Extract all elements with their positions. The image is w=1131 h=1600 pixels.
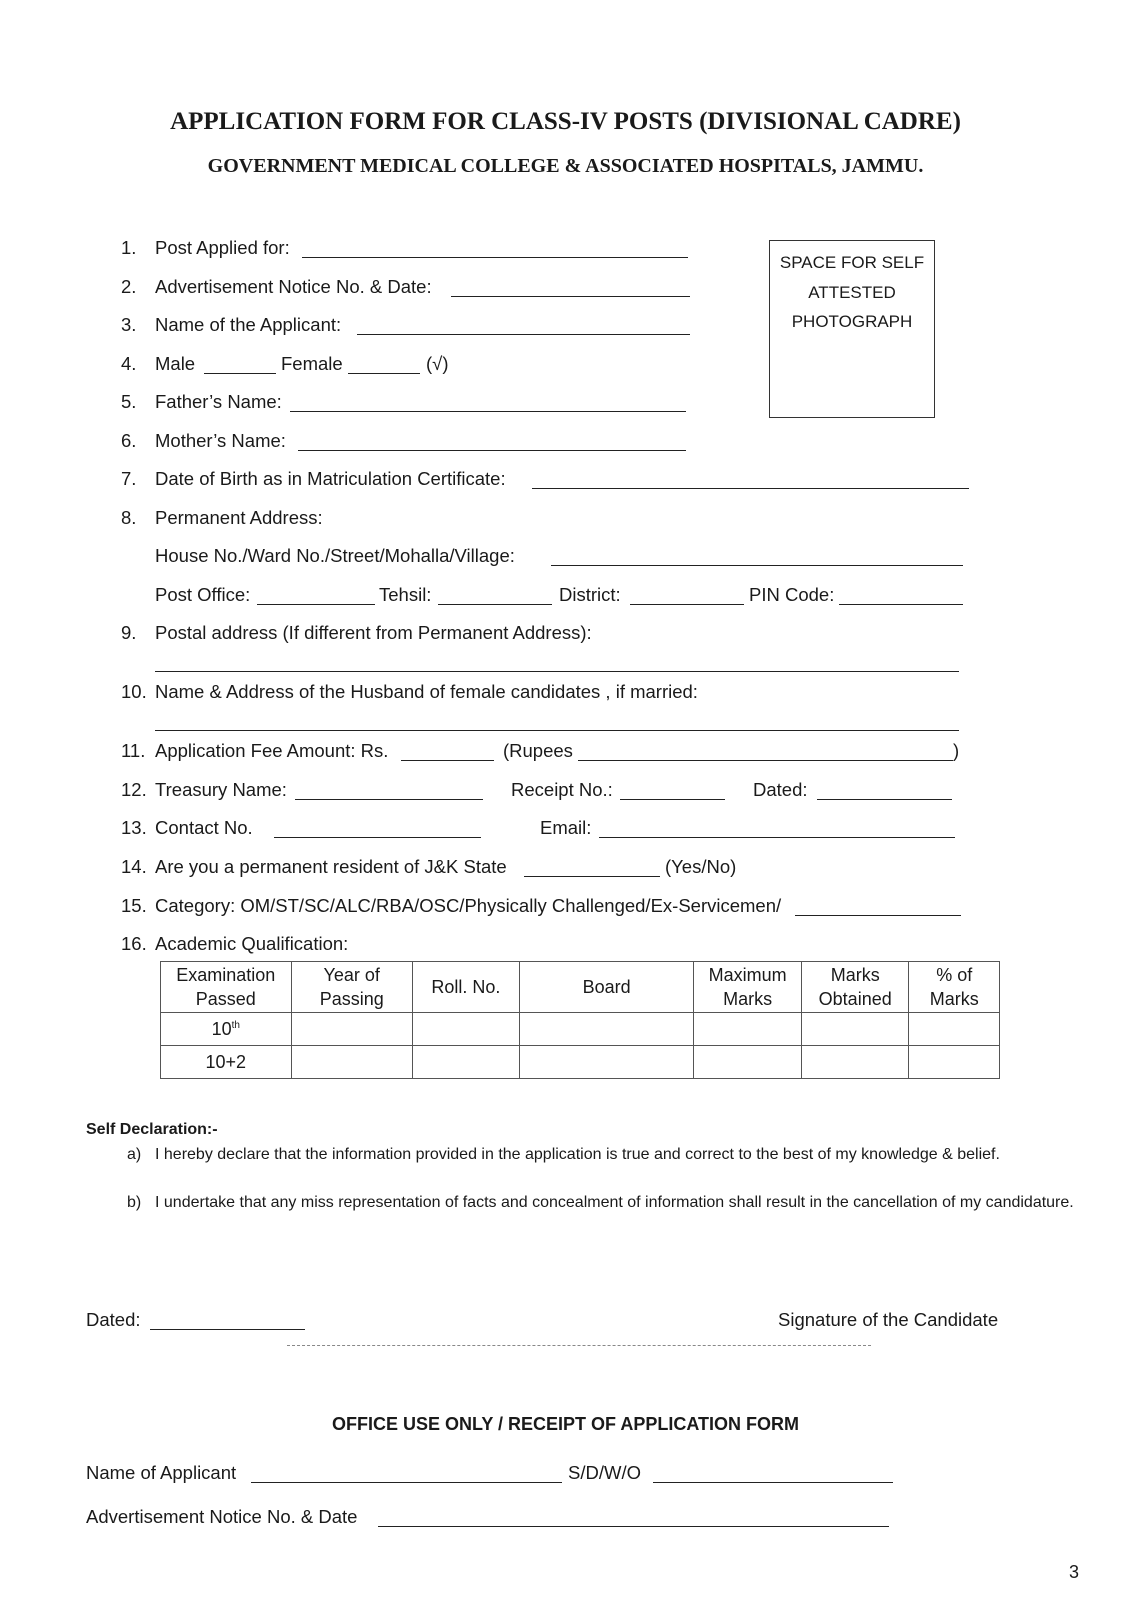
field-number: 11.	[121, 740, 146, 761]
post-applied-line[interactable]	[302, 257, 688, 258]
resident-label: Are you a permanent resident of J&K State	[155, 856, 507, 877]
field-number: 3.	[121, 314, 137, 335]
post-office-label: Post Office:	[155, 584, 251, 605]
tick-hint: (√)	[426, 353, 449, 374]
table-cell[interactable]	[694, 1046, 802, 1079]
signoff-dated-line[interactable]	[150, 1329, 305, 1330]
table-cell[interactable]	[519, 1013, 693, 1046]
applicant-name-line[interactable]	[357, 334, 690, 335]
academic-qualification-table	[160, 961, 1000, 1079]
post-office-line[interactable]	[257, 604, 375, 605]
academic-qualification-label: Academic Qualification:	[155, 933, 349, 954]
receipt-no-line[interactable]	[620, 799, 725, 800]
field-number: 8.	[121, 507, 137, 528]
header-year-of-passing: Year of Passing	[291, 962, 412, 1013]
photo-box-line: SPACE FOR SELF	[779, 253, 925, 272]
field-number: 16.	[121, 933, 147, 954]
contact-no-label: Contact No.	[155, 817, 253, 838]
category-line[interactable]	[795, 915, 961, 916]
advertisement-notice-label: Advertisement Notice No. & Date:	[155, 276, 432, 297]
post-applied-label: Post Applied for:	[155, 237, 290, 258]
pin-line[interactable]	[839, 604, 963, 605]
self-declaration-heading: Self Declaration:-	[86, 1121, 218, 1138]
male-label: Male	[155, 353, 196, 374]
table-cell[interactable]	[801, 1046, 909, 1079]
row-label-10th: 10th	[161, 1013, 292, 1046]
field-number: 9.	[121, 622, 137, 643]
photo-box-line: ATTESTED	[808, 282, 896, 302]
father-name-label: Father’s Name:	[155, 391, 282, 412]
field-number: 12.	[121, 779, 147, 800]
form-title: APPLICATION FORM FOR CLASS-IV POSTS (DIVISIONAL CADRE)	[170, 108, 961, 135]
contact-no-line[interactable]	[274, 837, 481, 838]
signoff-dated-label: Dated:	[86, 1309, 141, 1330]
photo-box-line: PHOTOGRAPH	[791, 312, 913, 331]
field-number: 14.	[121, 856, 147, 877]
mother-name-line[interactable]	[298, 450, 686, 451]
declaration-item-a: I hereby declare that the information provided in the application is true and correct to the best of my knowledge & belief.	[155, 1146, 1000, 1163]
form-subtitle: GOVERNMENT MEDICAL COLLEGE & ASSOCIATED HOSPITALS, JAMMU.	[207, 155, 924, 177]
treasury-dated-label: Dated:	[753, 779, 808, 800]
header-board: Board	[519, 962, 693, 1013]
treasury-name-label: Treasury Name:	[155, 779, 287, 800]
cut-line-divider	[287, 1345, 871, 1346]
postal-address-line[interactable]	[155, 671, 959, 672]
office-advertisement-label: Advertisement Notice No. & Date	[86, 1506, 358, 1527]
fee-rupees-label: (Rupees	[503, 740, 573, 761]
field-number: 15.	[121, 895, 147, 916]
email-label: Email:	[540, 817, 592, 838]
field-number: 4.	[121, 353, 137, 374]
office-advertisement-line[interactable]	[378, 1526, 889, 1527]
permanent-address-label: Permanent Address:	[155, 507, 323, 528]
category-label: Category: OM/ST/SC/ALC/RBA/OSC/Physically Challenged/Ex-Servicemen/	[155, 895, 782, 916]
office-applicant-name-line[interactable]	[251, 1482, 562, 1483]
header-percent-marks: % of Marks	[909, 962, 1000, 1013]
table-cell[interactable]	[909, 1046, 1000, 1079]
treasury-dated-line[interactable]	[817, 799, 952, 800]
table-header-row	[161, 962, 1000, 1013]
husband-details-label: Name & Address of the Husband of female candidates , if married:	[155, 681, 698, 702]
resident-yes-no: (Yes/No)	[665, 856, 737, 877]
field-number: 5.	[121, 391, 137, 412]
table-cell[interactable]	[412, 1046, 519, 1079]
tehsil-line[interactable]	[438, 604, 552, 605]
dob-line[interactable]	[532, 488, 969, 489]
email-line[interactable]	[599, 837, 955, 838]
applicant-name-label: Name of the Applicant:	[155, 314, 342, 335]
header-examination-passed: Examination Passed	[161, 962, 292, 1013]
field-number: 7.	[121, 468, 137, 489]
declaration-marker-b: b)	[127, 1194, 142, 1211]
postal-address-label: Postal address (If different from Permanent Address):	[155, 622, 592, 643]
district-line[interactable]	[630, 604, 744, 605]
page-number: 3	[1069, 1562, 1080, 1582]
table-cell[interactable]	[412, 1013, 519, 1046]
field-number: 1.	[121, 237, 137, 258]
photograph-box	[769, 240, 935, 418]
table-cell[interactable]	[291, 1013, 412, 1046]
house-label: House No./Ward No./Street/Mohalla/Village:	[155, 545, 515, 566]
office-use-heading: OFFICE USE ONLY / RECEIPT OF APPLICATION FORM	[331, 1414, 800, 1434]
husband-details-line[interactable]	[155, 730, 959, 731]
fee-amount-label: Application Fee Amount: Rs.	[155, 740, 389, 761]
header-maximum-marks: Maximum Marks	[694, 962, 802, 1013]
mother-name-label: Mother’s Name:	[155, 430, 286, 451]
pin-label: PIN Code:	[749, 584, 835, 605]
field-number: 6.	[121, 430, 137, 451]
female-line[interactable]	[348, 373, 420, 374]
tehsil-label: Tehsil:	[379, 584, 432, 605]
office-sdwo-line[interactable]	[653, 1482, 893, 1483]
receipt-no-label: Receipt No.:	[511, 779, 613, 800]
declaration-item-b: I undertake that any miss representation of facts and concealment of information shall result in the cancellation of my candidature.	[155, 1194, 1074, 1211]
table-cell[interactable]	[519, 1046, 693, 1079]
fee-rupees-close: )	[953, 740, 960, 761]
declaration-marker-a: a)	[127, 1146, 142, 1163]
table-cell[interactable]	[801, 1013, 909, 1046]
header-marks-obtained: Marks Obtained	[801, 962, 909, 1013]
dob-label: Date of Birth as in Matriculation Certificate:	[155, 468, 506, 489]
table-cell[interactable]	[291, 1046, 412, 1079]
district-label: District:	[559, 584, 621, 605]
row-label-10-plus-2: 10+2	[161, 1046, 292, 1079]
male-line[interactable]	[204, 373, 276, 374]
field-number: 10.	[121, 681, 147, 702]
resident-line[interactable]	[524, 876, 660, 877]
field-number: 13.	[121, 817, 147, 838]
candidate-signature-label: Signature of the Candidate	[778, 1309, 999, 1330]
fee-amount-line[interactable]	[401, 760, 494, 761]
office-applicant-name-label: Name of Applicant	[86, 1462, 237, 1483]
table-row	[161, 1013, 1000, 1046]
treasury-name-line[interactable]	[295, 799, 483, 800]
table-cell[interactable]	[694, 1013, 802, 1046]
house-line[interactable]	[551, 565, 963, 566]
table-row	[161, 1046, 1000, 1079]
father-name-line[interactable]	[290, 411, 686, 412]
office-sdwo-label: S/D/W/O	[568, 1462, 641, 1483]
fee-rupees-line[interactable]	[578, 760, 953, 761]
table-cell[interactable]	[909, 1013, 1000, 1046]
female-label: Female	[281, 353, 343, 374]
field-number: 2.	[121, 276, 137, 297]
advertisement-notice-line[interactable]	[451, 296, 690, 297]
header-roll-no: Roll. No.	[412, 962, 519, 1013]
